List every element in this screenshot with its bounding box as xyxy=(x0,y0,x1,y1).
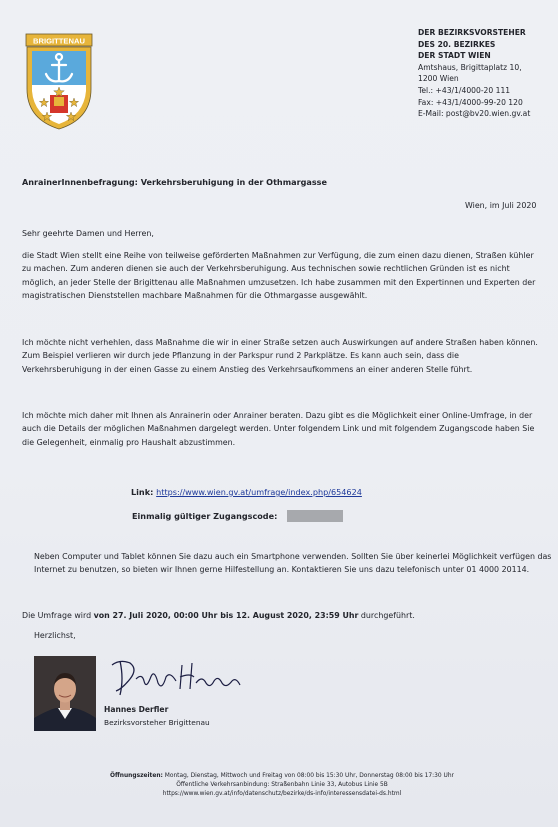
letter-footer xyxy=(60,772,504,800)
sender-email: E-Mail: post@bv20.wien.gv.at xyxy=(418,109,531,119)
access-code-label: Einmalig gültiger Zugangscode: xyxy=(132,511,278,521)
survey-period-prefix: Die Umfrage wird xyxy=(22,611,94,620)
paragraph-intro: die Stadt Wien stellt eine Reihe von teilweise geförderten Maßnahmen zur Verfügung, die zum einen dazu dienen, Straßen kühler zu machen. Zum anderen dienen sie auch der Verkehrsberuhigung. Aus technischen sowie rechtlichen Gründen ist es nicht möglich, an jeder Stelle der Brigittenau alle Maßnahmen umzusetzen. Ich habe zusammen mit den Expertinnen und Experten der magistratischen Dienststellen machbare Maßnahmen für die Othmargasse ausgewählt. xyxy=(22,251,536,300)
opening-hours-text: Montag, Dienstag, Mittwoch und Freitag von 08:00 bis 15:30 Uhr, Donnerstag 08:00 bis 17:30 Uhr xyxy=(162,773,454,779)
signer-name: Hannes Derfler xyxy=(104,705,169,714)
signer-photo xyxy=(34,656,96,731)
survey-period-dates: von 27. Juli 2020, 00:00 Uhr bis 12. August 2020, 23:59 Uhr xyxy=(93,611,359,620)
opening-hours-label: Öffnungszeiten: xyxy=(110,773,163,779)
link-label: Link: xyxy=(131,487,154,497)
survey-link[interactable]: https://www.wien.gv.at/umfrage/index.php/654624 xyxy=(156,487,362,497)
paragraph-help: Neben Computer und Tablet können Sie dazu auch ein Smartphone verwenden. Sollten Sie über keinerlei Möglichkeit verfügen das Internet zu benutzen, so bieten wir Ihnen gerne Hilfestellung an. Kontaktieren Sie uns dazu telefonisch unter 01 4000 20114. xyxy=(34,552,552,575)
district-crest-logo xyxy=(24,33,94,131)
privacy-url[interactable]: https://www.wien.gv.at/info/datenschutz/bezirke/ds-info/interessensdatei-ds.html xyxy=(162,791,402,798)
transport-info: Öffentliche Verkehrsanbindung: Straßenbahn Linie 33, Autobus Linie 5B xyxy=(176,782,388,789)
letter-date: Wien, im Juli 2020 xyxy=(465,201,537,210)
signer-role: Bezirksvorsteher Brigittenau xyxy=(104,718,210,727)
sender-title-line1: DER BEZIRKSVORSTEHER xyxy=(418,28,526,37)
access-code-redacted xyxy=(287,510,343,522)
closing: Herzlichst, xyxy=(34,631,76,640)
paragraph-impact: Ich möchte nicht verhehlen, dass Maßnahme die wir in einer Straße setzen auch Auswirkungen auf andere Straßen haben können. Zum Beispiel verlieren wir durch jede Pflanzung in der Parkspur rund 2 Parkplätze. Es kann auch sein, dass die Verkehrsberuhigung in der einen Gasse zu einem Anstieg des Verkehrsaufkommens an einer anderen Stelle führt. xyxy=(22,338,538,374)
paragraph-survey-period xyxy=(22,609,540,622)
letter-subject: AnrainerInnenbefragung: Verkehrsberuhigung in der Othmargasse xyxy=(22,177,327,187)
opening-hours xyxy=(60,772,504,781)
sender-block xyxy=(418,27,530,120)
handwritten-signature xyxy=(106,655,242,701)
sender-title-line2: DES 20. BEZIRKES xyxy=(418,39,496,49)
salutation: Sehr geehrte Damen und Herren, xyxy=(22,229,154,238)
sender-title-line3: DER STADT WIEN xyxy=(418,51,491,61)
survey-period-suffix: durchgeführt. xyxy=(358,611,415,620)
sender-address-line2: 1200 Wien xyxy=(418,74,459,84)
paragraph-survey: Ich möchte mich daher mit Ihnen als Anrainerin oder Anrainer beraten. Dazu gibt es die Möglichkeit einer Online-Umfrage, in der auch die Details der möglichen Maßnahmen dargelegt werden. Unter folgendem Link und mit folgendem Zugangscode haben Sie die Gelegenheit, einmalig pro Haushalt abzustimmen. xyxy=(22,411,535,447)
sender-address-line1: Amtshaus, Brigittaplatz 10, xyxy=(418,62,522,72)
sender-fax: Fax: +43/1/4000-99-20 120 xyxy=(418,97,523,107)
sender-phone: Tel.: +43/1/4000-20 111 xyxy=(418,85,511,95)
crest-banner-text: BRIGITTENAU xyxy=(33,36,85,46)
survey-link-line xyxy=(131,487,362,497)
